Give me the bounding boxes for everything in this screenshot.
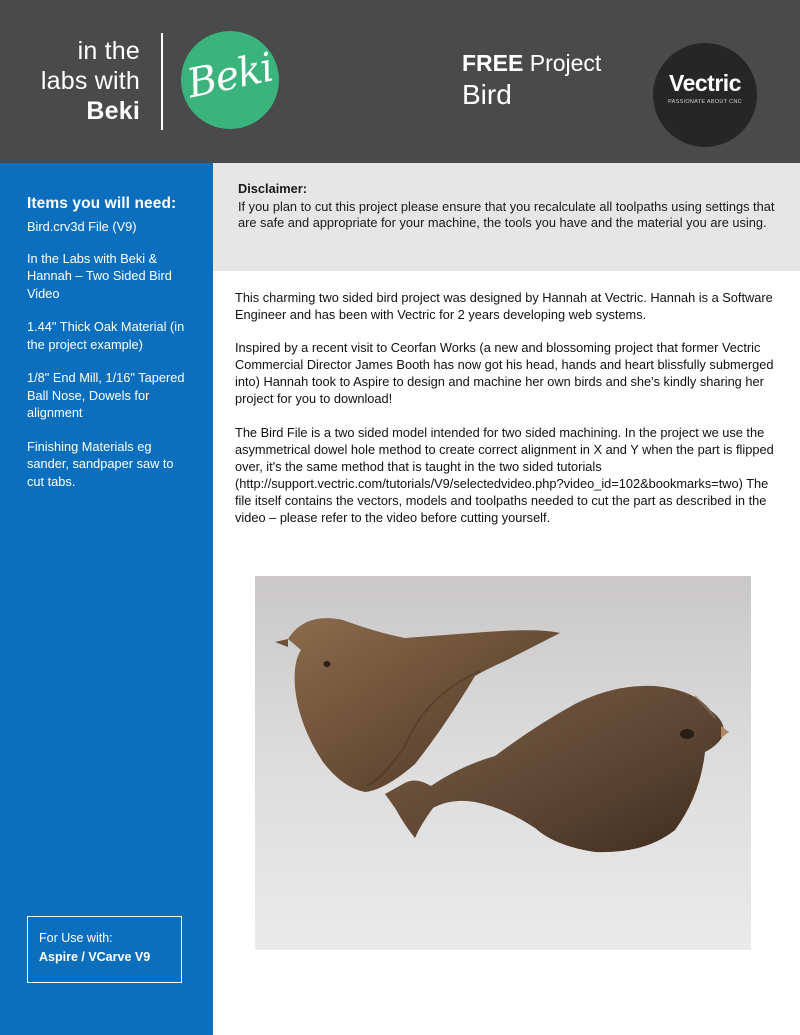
vectric-wordmark: Vectric (669, 70, 741, 96)
sidebar (0, 163, 213, 1035)
bird-photo (255, 576, 751, 950)
list-item: 1.44" Thick Oak Material (in the project example) (27, 319, 185, 352)
brand-line-1: in the (77, 37, 140, 65)
file-paragraph: The Bird File is a two sided model intended for two sided machining. In the project we use the asymmetrical dowel hole method to create correct alignment in X and Y when the part is flipped over, it's the same method that is taught in the two sided tutorials (http://support.vectric.com/tutorials/V9/selectedvideo.php?video_id=102&bookmarks=two) The file itself contains the vectors, models and toolpaths needed to cut the part as described in the video – please refer to the video before cutting yourself. (235, 424, 774, 526)
items-list (27, 218, 192, 506)
inspiration-paragraph: Inspired by a recent visit to Ceorfan Works (a new and blossoming project that former Vectric Commercial Director James Booth has now got his head, hands and heart blissfully submerged into) Hannah took to Aspire to design and machine her own birds and she's kindly sharing her project for you to download! (235, 340, 774, 407)
beki-logo (181, 31, 279, 129)
list-item: Bird.crv3d File (V9) (27, 219, 137, 234)
items-heading: Items you will need: (27, 195, 177, 212)
disclaimer-title: Disclaimer: (238, 181, 307, 196)
page-header (0, 0, 800, 163)
main-content (235, 289, 775, 542)
intro-paragraph: This charming two sided bird project was designed by Hannah at Vectric. Hannah is a Software Engineer and has been with Vectric for 2 years developing web systems. (235, 290, 773, 323)
project-label (462, 49, 601, 77)
free-label: FREE (462, 50, 524, 76)
project-title (462, 49, 601, 113)
project-name: Bird (462, 79, 512, 110)
brand-text (41, 36, 140, 126)
beki-signature: Beki (183, 44, 277, 108)
brand-line-2: labs with (40, 67, 140, 95)
brand-divider (161, 33, 163, 130)
list-item: 1/8" End Mill, 1/16" Tapered Ball Nose, Dowels for alignment (27, 370, 185, 420)
vectric-logo (653, 43, 757, 147)
brand-line-3: Beki (86, 97, 140, 125)
use-with-value: Aspire / VCarve V9 (39, 950, 151, 964)
use-with-box (27, 916, 182, 983)
list-item: Finishing Materials eg sander, sandpaper saw to cut tabs. (27, 438, 174, 489)
project-word: Project (523, 50, 602, 76)
disclaimer-body: If you plan to cut this project please ensure that you recalculate all toolpaths using settings that are safe and appropriate for your machine, the tools you have and the material you are using. (238, 199, 775, 230)
list-item: In the Labs with Beki & Hannah – Two Sided Bird Video (27, 250, 172, 301)
use-with-label: For Use with: (39, 931, 113, 945)
vectric-tagline: PASSIONATE ABOUT CNC (668, 99, 742, 105)
disclaimer-box (213, 163, 800, 271)
